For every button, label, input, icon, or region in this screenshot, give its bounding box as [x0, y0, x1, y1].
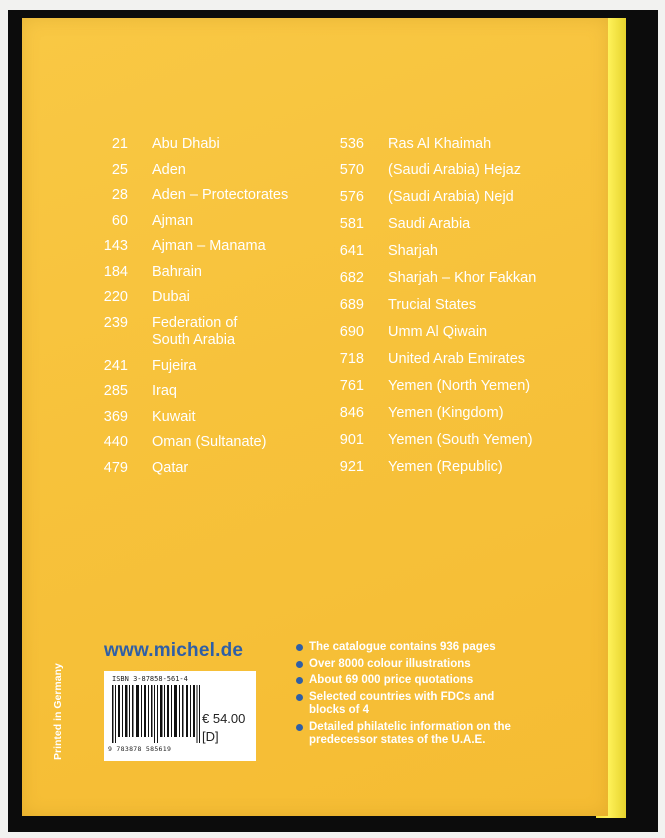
page-number: 28 [111, 187, 128, 203]
feature-item [296, 721, 549, 748]
country-name: Abu Dhabi [152, 136, 220, 152]
barcode-icon [112, 685, 200, 743]
country-name: Sharjah [388, 243, 438, 259]
country-name: Saudi Arabia [388, 216, 471, 232]
website-url: www.michel.de [104, 640, 244, 661]
page-number: 285 [103, 383, 128, 399]
country-name: Bahrain [152, 264, 202, 280]
country-name: Iraq [152, 383, 177, 399]
feature-text: Detailed philatelic information on the predecessor states of the U.A.E. [309, 720, 511, 746]
country-name: Ajman [152, 213, 194, 229]
isbn-text: ISBN 3-87858-561-4 [112, 675, 188, 683]
feature-item [296, 658, 586, 672]
page-number: 689 [339, 297, 364, 313]
page-number: 184 [103, 264, 128, 280]
page-number: 576 [339, 189, 364, 205]
page-number: 921 [339, 459, 364, 475]
country-name: Ras Al Khaimah [388, 136, 492, 152]
country-name: Yemen (Kingdom) [388, 405, 504, 421]
ean-number: 9 783878 585619 [108, 745, 172, 753]
bullet-dot-icon [296, 694, 303, 701]
page-number: 241 [103, 358, 128, 374]
page-number: 690 [339, 324, 364, 340]
bullet-dot-icon [296, 661, 303, 668]
page-number: 718 [339, 351, 364, 367]
country-name: (Saudi Arabia) Nejd [388, 189, 514, 205]
page-number: 21 [111, 136, 128, 152]
country-name: Sharjah – Khor Fakkan [388, 270, 537, 286]
country-name: United Arab Emirates [388, 351, 526, 367]
page-number: 25 [111, 162, 128, 178]
country-name: Dubai [152, 289, 190, 305]
page-number: 761 [339, 378, 364, 394]
feature-text: About 69 000 price quotations [309, 674, 474, 686]
page-number: 901 [339, 432, 364, 448]
country-name: Kuwait [152, 409, 196, 425]
country-name: Federation of South Arabia [152, 315, 238, 348]
country-name: Oman (Sultanate) [152, 434, 267, 450]
page-number: 536 [339, 136, 364, 152]
feature-item [296, 691, 509, 718]
page-number: 581 [339, 216, 364, 232]
feature-item [296, 674, 586, 688]
price-country-code: [D] [202, 729, 219, 744]
feature-item [296, 641, 586, 655]
page-number: 369 [103, 409, 128, 425]
feature-text: The catalogue contains 936 pages [309, 641, 496, 653]
printed-in-germany-text: Printed in Germany [52, 663, 64, 760]
page-number: 570 [339, 162, 364, 178]
page-number: 479 [103, 460, 128, 476]
country-name: Fujeira [152, 358, 197, 374]
country-name: Yemen (South Yemen) [388, 432, 533, 448]
barcode-label [104, 671, 256, 761]
country-name: Yemen (North Yemen) [388, 378, 531, 394]
country-name: Qatar [152, 460, 189, 476]
country-name: Aden – Protectorates [152, 187, 289, 203]
page-number: 846 [339, 405, 364, 421]
price-label: € 54.00 [202, 711, 246, 726]
page-number: 641 [339, 243, 364, 259]
bullet-dot-icon [296, 644, 303, 651]
country-name: Yemen (Republic) [388, 459, 503, 475]
feature-list [296, 641, 586, 751]
feature-text: Selected countries with FDCs and blocks of 4 [309, 690, 495, 716]
page-number: 143 [103, 238, 128, 254]
page-number: 682 [339, 270, 364, 286]
country-name: Aden [152, 162, 186, 178]
page-number: 440 [103, 434, 128, 450]
country-name: Ajman – Manama [152, 238, 266, 254]
page-number: 239 [103, 315, 128, 331]
country-name: Umm Al Qiwain [388, 324, 488, 340]
country-name: (Saudi Arabia) Hejaz [388, 162, 521, 178]
feature-text: Over 8000 colour illustrations [309, 657, 471, 670]
page-number: 60 [111, 213, 128, 229]
bullet-dot-icon [296, 677, 303, 684]
page-number: 220 [103, 289, 128, 305]
bullet-dot-icon [296, 724, 303, 731]
country-name: Trucial States [388, 297, 477, 313]
